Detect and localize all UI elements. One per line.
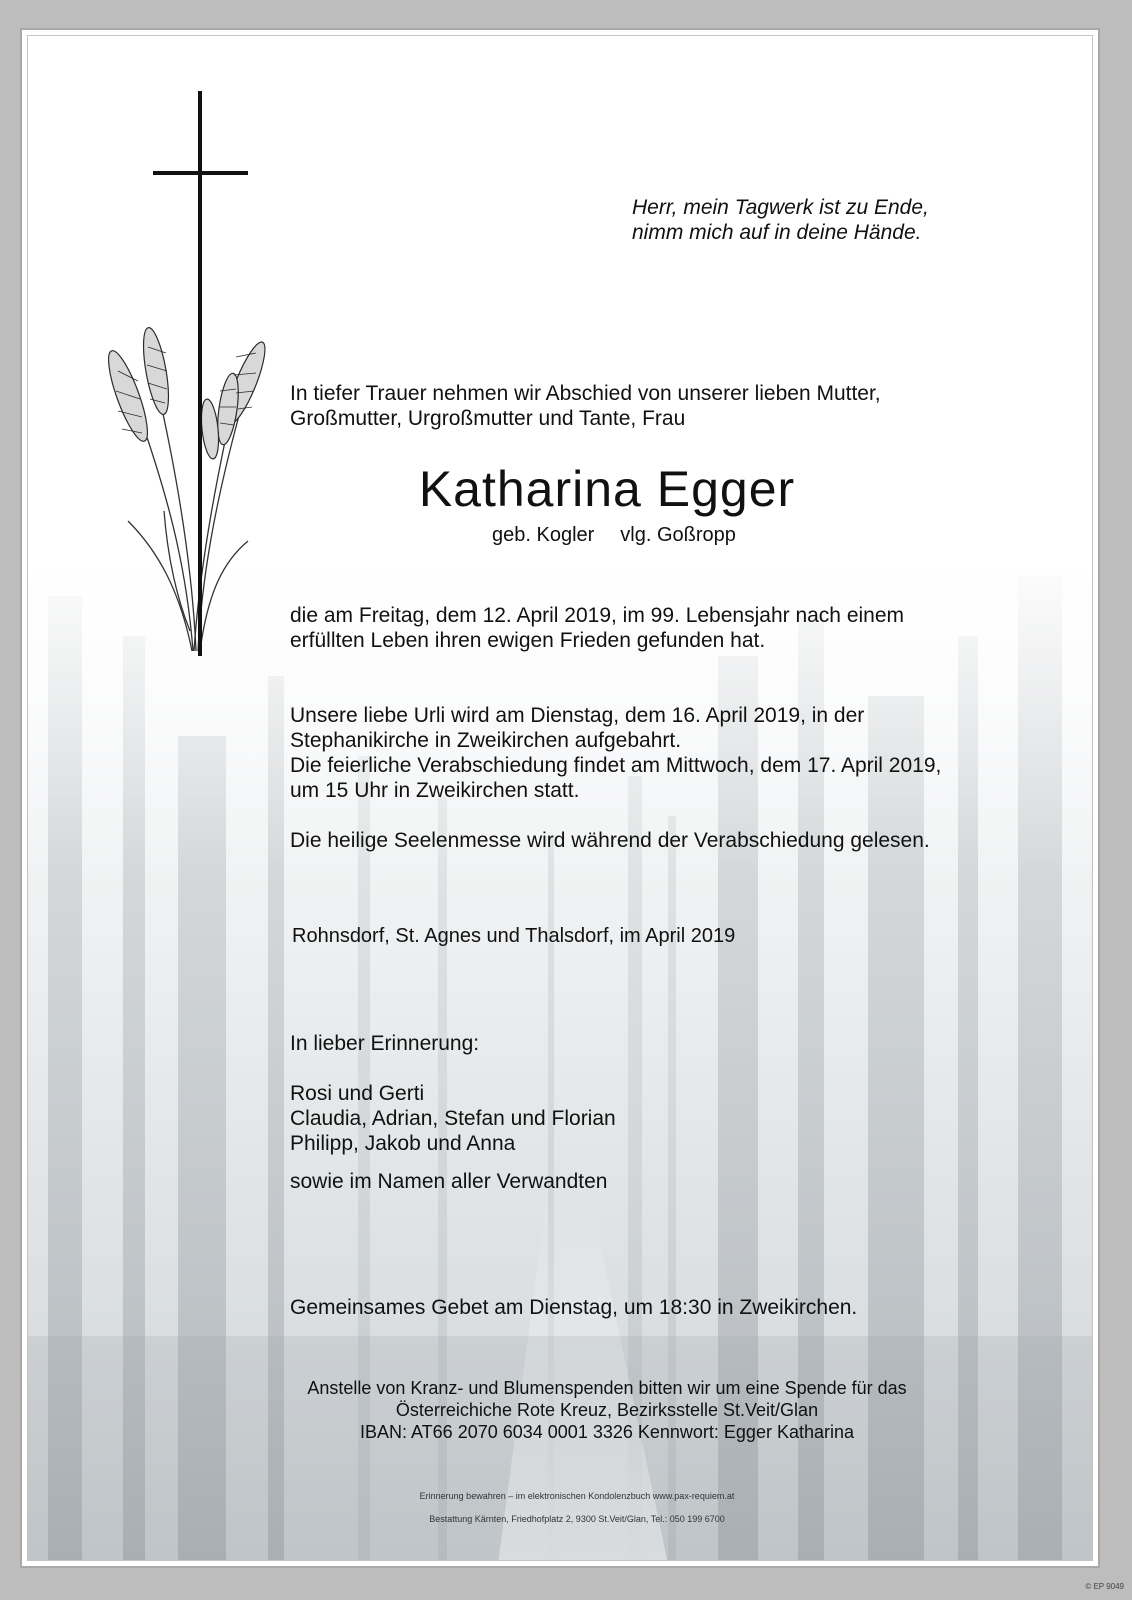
- relatives-line: sowie im Namen aller Verwandten: [290, 1170, 608, 1193]
- ceremony-line-2: Stephanikirche in Zweikirchen aufgebahrt.: [290, 729, 682, 752]
- donation-line-3: IBAN: AT66 2070 6034 0001 3326 Kennwort: Egger Katharina: [359, 1422, 854, 1442]
- motto-line-1: Herr, mein Tagwerk ist zu Ende,: [632, 196, 929, 219]
- mourners-line-2: Claudia, Adrian, Stefan und Florian: [290, 1107, 616, 1130]
- obituary-card: [20, 28, 1100, 1568]
- motto-verse: [632, 195, 929, 245]
- donation-request: [28, 1377, 1093, 1443]
- ceremony-line-1: Unsere liebe Urli wird am Dienstag, dem 16. April 2019, in der: [290, 704, 865, 727]
- deceased-name: Katharina Egger: [418, 461, 796, 517]
- card-inner-frame: [27, 35, 1093, 1561]
- death-notice-line-2: erfüllten Leben ihren ewigen Frieden gefunden hat.: [290, 629, 766, 652]
- wheat-heads: [101, 326, 268, 460]
- prayer-notice: Gemeinsames Gebet am Dienstag, um 18:30 in Zweikirchen.: [290, 1296, 858, 1319]
- ceremony-line-4: um 15 Uhr in Zweikirchen statt.: [290, 779, 580, 802]
- donation-line-1: Anstelle von Kranz- und Blumenspenden bitten wir um eine Spende für das: [307, 1378, 907, 1398]
- place-date: Rohnsdorf, St. Agnes und Thalsdorf, im April 2019: [292, 925, 736, 947]
- mourners-list: [290, 1081, 616, 1156]
- mass-notice: Die heilige Seelenmesse wird während der Verabschiedung gelesen.: [290, 829, 930, 852]
- intro-text: [290, 381, 881, 431]
- cross-with-wheat-illustration: [68, 91, 268, 671]
- footer-condolence: Erinnerung bewahren – im elektronischen Kondolenzbuch www.pax-requiem.at: [419, 1491, 735, 1501]
- death-notice-line-1: die am Freitag, dem 12. April 2019, im 99. Lebensjahr nach einem: [290, 604, 905, 627]
- ceremony-details: [290, 703, 941, 803]
- ceremony-line-3: Die feierliche Verabschiedung findet am Mittwoch, dem 17. April 2019,: [290, 754, 942, 777]
- birth-name: geb. Kogler: [492, 524, 595, 546]
- mourners-line-3: Philipp, Jakob und Anna: [290, 1132, 516, 1155]
- motto-line-2: nimm mich auf in deine Hände.: [632, 221, 922, 244]
- ep-code: © EP 9049: [1085, 1582, 1124, 1591]
- footer-funeral-home: Bestattung Kärnten, Friedhofplatz 2, 9300 St.Veit/Glan, Tel.: 050 199 6700: [429, 1514, 725, 1524]
- mourners-line-1: Rosi und Gerti: [290, 1082, 425, 1105]
- intro-line-1: In tiefer Trauer nehmen wir Abschied von unserer lieben Mutter,: [290, 382, 881, 405]
- donation-line-2: Österreichiche Rote Kreuz, Bezirksstelle St.Veit/Glan: [395, 1400, 819, 1420]
- memory-heading: In lieber Erinnerung:: [290, 1032, 480, 1055]
- birth-and-house-name: [492, 523, 736, 548]
- death-notice: [290, 603, 904, 653]
- house-name: vlg. Goßropp: [620, 524, 736, 546]
- intro-line-2: Großmutter, Urgroßmutter und Tante, Frau: [290, 407, 686, 430]
